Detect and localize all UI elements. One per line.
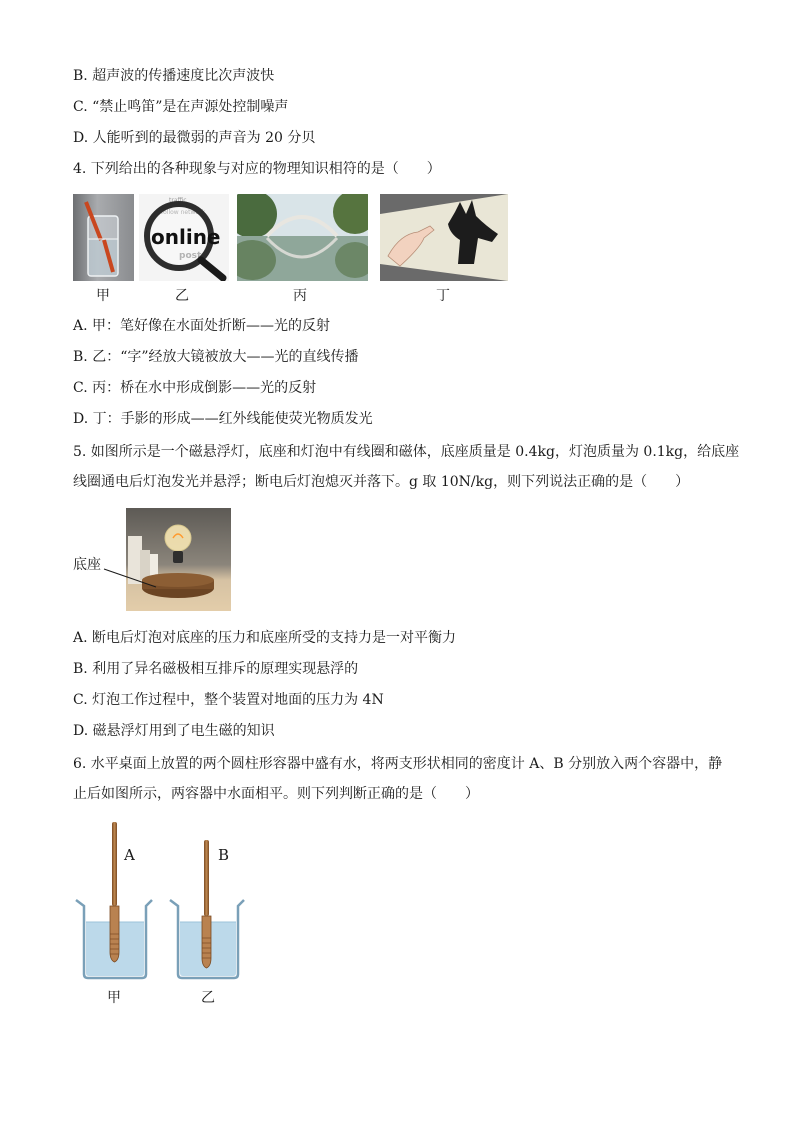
q4-option-c: C. 丙：桥在水中形成倒影——光的反射	[73, 380, 317, 396]
word-market: market	[169, 265, 191, 272]
q3-option-c: C. “禁止鸣笛”是在声源处控制噪声	[73, 99, 289, 115]
q5-base-label: 底座	[73, 557, 101, 573]
q5-option-c: C. 灯泡工作过程中，整个装置对地面的压力为 4N	[73, 692, 384, 708]
q5-option-a: A. 断电后灯泡对底座的压力和底座所受的支持力是一对平衡力	[73, 630, 457, 646]
q6-stem-line2: 止后如图所示，两容器中水面相平。则下列判断正确的是（ ）	[73, 786, 479, 802]
q4-label-jia: 甲	[96, 288, 110, 304]
q6-label-yi: 乙	[201, 990, 215, 1006]
q4-image-bridge-reflection	[237, 194, 368, 281]
q6-label-jia: 甲	[107, 990, 121, 1006]
q5-image-maglev-lamp	[126, 508, 231, 611]
beaker-jia	[76, 822, 152, 978]
word-online: online	[151, 225, 221, 249]
q4-label-bing: 丙	[293, 288, 307, 304]
q4-image-hand-shadow	[380, 194, 508, 281]
q5-option-b: B. 利用了异名磁极相互排斥的原理实现悬浮的	[73, 661, 359, 677]
q5-stem-line1: 5. 如图所示是一个磁悬浮灯，底座和灯泡中有线圈和磁体，底座质量是 0.4kg，灯泡质量为 0.1kg，给底座	[73, 444, 740, 460]
word-post: post	[179, 251, 202, 261]
q5-base-pointer-line	[100, 565, 180, 595]
q6-label-b: B	[218, 846, 230, 864]
q6-stem-line1: 6. 水平桌面上放置的两个圆柱形容器中盛有水，将两支形状相同的密度计 A、B 分别放入两个容器中，静	[73, 756, 723, 772]
q6-label-a: A	[124, 846, 135, 864]
q4-label-ding: 丁	[436, 288, 450, 304]
q4-image-pencil-in-glass	[73, 194, 134, 281]
q4-image-magnifier-online	[139, 194, 229, 281]
beaker-yi	[170, 840, 244, 978]
q4-option-d: D. 丁：手影的形成——红外线能使荧光物质发光	[73, 411, 373, 427]
q4-label-yi: 乙	[175, 288, 189, 304]
q4-stem: 4. 下列给出的各种现象与对应的物理知识相符的是（ ）	[73, 161, 441, 177]
q5-stem-line2: 线圈通电后灯泡发光并悬浮；断电后灯泡熄灭并落下。g 取 10N/kg，则下列说法正确的是（ ）	[73, 474, 690, 490]
q3-option-b: B. 超声波的传播速度比次声波快	[73, 68, 275, 84]
q3-option-d: D. 人能听到的最微弱的声音为 20 分贝	[73, 130, 316, 146]
q4-option-b: B. 乙：“字”经放大镜被放大——光的直线传播	[73, 349, 359, 365]
q4-option-a: A. 甲：笔好像在水面处折断——光的反射	[73, 318, 331, 334]
word-traffic: traffic	[169, 197, 187, 204]
word-network: follow network	[161, 209, 205, 216]
q6-diagram-hydrometers	[70, 818, 260, 988]
q5-option-d: D. 磁悬浮灯用到了电生磁的知识	[73, 723, 275, 739]
